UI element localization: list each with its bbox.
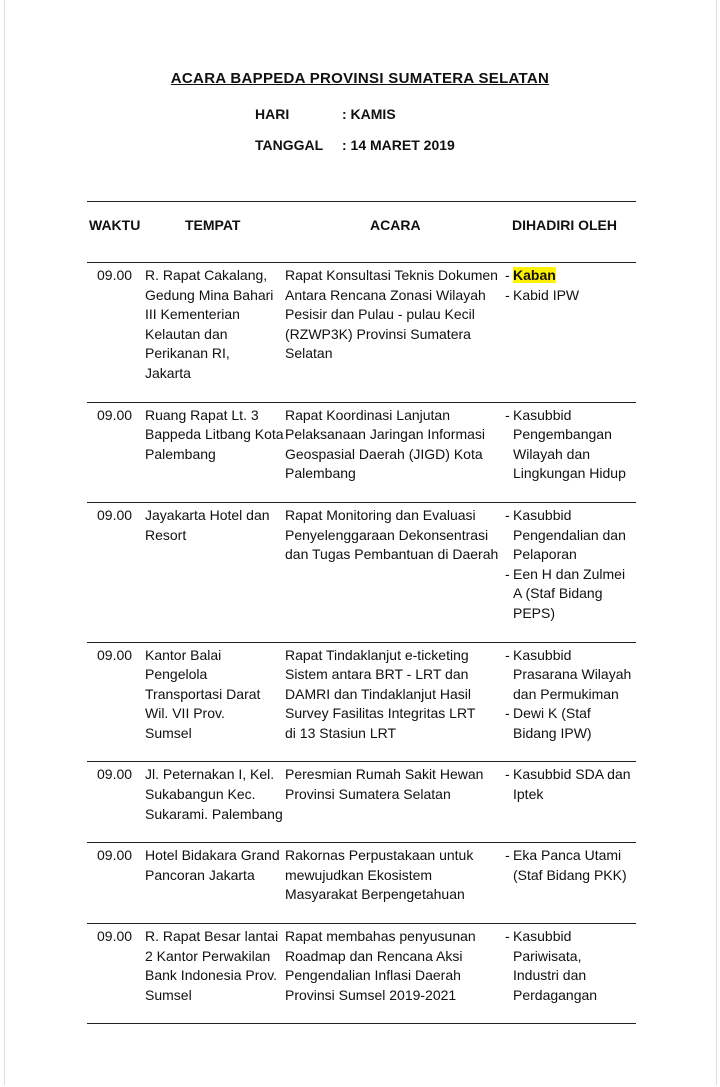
cell-tempat — [145, 406, 285, 484]
attendee-line: Wilayah dan — [513, 445, 591, 462]
attendee-item — [505, 565, 636, 624]
attendee-line: Dewi K (Staf — [513, 705, 591, 722]
bullet-dash: - — [505, 286, 510, 303]
tempat-line: Transportasi Darat — [145, 685, 261, 702]
cell-acara — [285, 506, 505, 624]
acara-line: (RZWP3K) Provinsi Sumatera — [285, 325, 471, 342]
tempat-line: R. Rapat Besar lantai — [145, 928, 279, 945]
acara-line: Peresmian Rumah Sakit Hewan — [285, 766, 484, 783]
cell-acara — [285, 266, 505, 384]
tempat-line: R. Rapat Cakalang, — [145, 267, 268, 283]
cell-acara — [285, 406, 505, 484]
attendee-line: PEPS) — [513, 604, 556, 621]
cell-dihadiri — [505, 406, 636, 484]
header-dihadiri: DIHADIRI OLEH — [512, 217, 617, 233]
bullet-dash: - — [505, 267, 510, 283]
acara-line: Rakornas Perpustakaan untuk — [285, 847, 474, 864]
tempat-line: Bank Indonesia Prov. — [145, 967, 278, 984]
attendee-item — [505, 286, 636, 306]
cell-dihadiri — [505, 846, 636, 905]
acara-line: Pengendalian Inflasi Daerah — [285, 967, 461, 984]
cell-acara — [285, 927, 505, 1005]
acara-line: Palembang — [285, 465, 356, 482]
attendee-line: Pelaporan — [513, 546, 577, 563]
tempat-line: Hotel Bidakara Grand — [145, 847, 280, 864]
highlighted-name: Kaban — [513, 267, 556, 283]
acara-line: Survey Fasilitas Integritas LRT — [285, 705, 476, 722]
tempat-line: Gedung Mina Bahari — [145, 286, 274, 303]
attendee-text — [513, 846, 627, 885]
attendee-line: Industri dan — [513, 967, 587, 984]
cell-dihadiri — [505, 765, 636, 824]
table-row — [87, 403, 636, 503]
cell-tempat — [145, 846, 285, 905]
tempat-line: Jayakarta Hotel dan — [145, 506, 270, 523]
cell-tempat — [145, 266, 285, 384]
schedule-table — [87, 201, 636, 1024]
attendee-line: Prasarana Wilayah — [513, 666, 632, 683]
acara-line: Antara Rencana Zonasi Wilayah — [285, 286, 486, 303]
attendee-line: Kasubbid — [513, 506, 572, 523]
acara-line: dan Tugas Pembantuan di Daerah — [285, 546, 499, 563]
attendee-line: dan Permukiman — [513, 685, 619, 702]
acara-line: Rapat membahas penyusunan — [285, 928, 476, 945]
attendee-text — [513, 266, 556, 286]
hari-line — [255, 106, 396, 122]
acara-line: Rapat Monitoring dan Evaluasi — [285, 506, 476, 523]
attendee-text — [513, 927, 597, 1005]
cell-tempat — [145, 506, 285, 624]
tempat-line: Ruang Rapat Lt. 3 — [145, 406, 259, 423]
attendee-line: Kasubbid — [513, 406, 572, 423]
table-row — [87, 263, 636, 403]
table-body — [87, 263, 636, 1024]
attendee-item — [505, 506, 636, 565]
attendee-line: Pengendalian dan — [513, 526, 626, 543]
tempat-line: Pancoran Jakarta — [145, 866, 255, 883]
attendee-line: Perdagangan — [513, 986, 598, 1003]
tempat-line: Perikanan RI, — [145, 345, 230, 362]
acara-line: Provinsi Sumatera Selatan — [285, 786, 451, 803]
header-tempat: TEMPAT — [185, 217, 241, 233]
cell-waktu: 09.00 — [97, 928, 133, 945]
attendee-text — [513, 646, 631, 705]
bullet-dash: - — [505, 506, 510, 523]
tempat-line: Resort — [145, 526, 187, 543]
acara-line: Provinsi Sumsel 2019-2021 — [285, 986, 457, 1003]
tempat-line: Kantor Balai — [145, 646, 222, 663]
acara-line: di 13 Stasiun LRT — [285, 724, 397, 741]
attendee-item — [505, 704, 636, 743]
acara-line: Rapat Tindaklanjut e-ticketing — [285, 646, 469, 663]
attendee-text — [513, 406, 626, 484]
acara-line: Pesisir dan Pulau - pulau Kecil — [285, 306, 475, 323]
table-row — [87, 762, 636, 843]
attendee-line: Bidang IPW) — [513, 724, 592, 741]
cell-dihadiri — [505, 646, 636, 744]
attendee-line — [513, 266, 556, 286]
document-title: ACARA BAPPEDA PROVINSI SUMATERA SELATAN — [170, 70, 550, 87]
table-row — [87, 503, 636, 643]
attendee-item — [505, 846, 636, 885]
header-waktu: WAKTU — [89, 217, 141, 233]
attendee-line: Kasubbid — [513, 928, 572, 945]
table-row — [87, 843, 636, 924]
cell-dihadiri — [505, 266, 636, 384]
table-row — [87, 924, 636, 1024]
bullet-dash: - — [505, 565, 510, 582]
cell-waktu: 09.00 — [97, 267, 133, 283]
cell-tempat — [145, 765, 285, 824]
tempat-line: Jl. Peternakan I, Kel. — [145, 766, 275, 783]
attendee-item — [505, 266, 636, 286]
table-header — [87, 202, 636, 263]
attendee-text — [513, 506, 626, 565]
acara-line: Selatan — [285, 345, 333, 362]
cell-dihadiri — [505, 927, 636, 1005]
cell-waktu: 09.00 — [97, 766, 133, 783]
tanggal-value: : 14 MARET 2019 — [342, 137, 455, 153]
acara-line: Roadmap dan Rencana Aksi — [285, 947, 463, 964]
hari-value: : KAMIS — [342, 106, 396, 122]
tempat-line: Wil. VII Prov. — [145, 705, 225, 722]
cell-acara — [285, 646, 505, 744]
attendee-text — [513, 286, 579, 306]
attendee-item — [505, 927, 636, 1005]
attendee-line: (Staf Bidang PKK) — [513, 866, 627, 883]
bullet-dash: - — [505, 928, 510, 945]
attendee-item — [505, 406, 636, 484]
attendee-text — [513, 565, 625, 624]
attendee-line: Een H dan Zulmei — [513, 565, 626, 582]
cell-waktu: 09.00 — [97, 406, 133, 423]
attendee-line: Pengembangan — [513, 426, 612, 443]
acara-line: Rapat Koordinasi Lanjutan — [285, 406, 451, 423]
tempat-line: III Kementerian — [145, 306, 240, 323]
tempat-line: Palembang — [145, 445, 216, 462]
tempat-line: 2 Kantor Perwakilan — [145, 947, 271, 964]
cell-acara — [285, 765, 505, 824]
attendee-line: Iptek — [513, 786, 544, 803]
acara-line: Penyelenggaraan Dekonsentrasi — [285, 526, 489, 543]
acara-line: Sistem antara BRT - LRT dan — [285, 666, 469, 683]
tempat-line: Kelautan dan — [145, 325, 228, 342]
tempat-line: Sumsel — [145, 724, 192, 741]
acara-line: Geospasial Daerah (JIGD) Kota — [285, 445, 483, 462]
cell-acara — [285, 846, 505, 905]
tempat-line: Sukarami. Palembang — [145, 805, 283, 822]
header-acara: ACARA — [370, 217, 421, 233]
bullet-dash: - — [505, 847, 510, 864]
tempat-line: Sukabangun Kec. — [145, 786, 256, 803]
tempat-line: Jakarta — [145, 364, 191, 381]
bullet-dash: - — [505, 766, 510, 783]
cell-dihadiri — [505, 506, 636, 624]
cell-waktu: 09.00 — [97, 847, 133, 864]
attendee-line: Pariwisata, — [513, 947, 582, 964]
cell-waktu: 09.00 — [97, 506, 133, 523]
attendee-line: Kabid IPW — [513, 286, 580, 303]
acara-line: Masyarakat Berpengetahuan — [285, 886, 465, 903]
tempat-line: Bappeda Litbang Kota — [145, 426, 284, 443]
attendee-text — [513, 704, 592, 743]
attendee-item — [505, 646, 636, 705]
acara-line: Rapat Konsultasi Teknis Dokumen — [285, 267, 498, 283]
acara-line: DAMRI dan Tindaklanjut Hasil — [285, 685, 471, 702]
attendee-line: Kasubbid — [513, 646, 572, 663]
attendee-line: Eka Panca Utami — [513, 847, 622, 864]
tanggal-line — [255, 137, 455, 153]
table-row — [87, 643, 636, 763]
attendee-line: Lingkungan Hidup — [513, 465, 626, 482]
attendee-line: A (Staf Bidang — [513, 585, 603, 602]
cell-tempat — [145, 646, 285, 744]
cell-tempat — [145, 927, 285, 1005]
cell-waktu: 09.00 — [97, 646, 133, 663]
acara-line: mewujudkan Ekosistem — [285, 866, 433, 883]
tempat-line: Sumsel — [145, 986, 192, 1003]
attendee-text — [513, 765, 631, 804]
attendee-line: Kasubbid SDA dan — [513, 766, 631, 783]
tanggal-label: TANGGAL — [255, 137, 324, 153]
attendee-item — [505, 765, 636, 804]
acara-line: Pelaksanaan Jaringan Informasi — [285, 426, 486, 443]
tempat-line: Pengelola — [145, 666, 208, 683]
bullet-dash: - — [505, 646, 510, 663]
bullet-dash: - — [505, 705, 510, 722]
bullet-dash: - — [505, 406, 510, 423]
hari-label: HARI — [255, 106, 290, 122]
